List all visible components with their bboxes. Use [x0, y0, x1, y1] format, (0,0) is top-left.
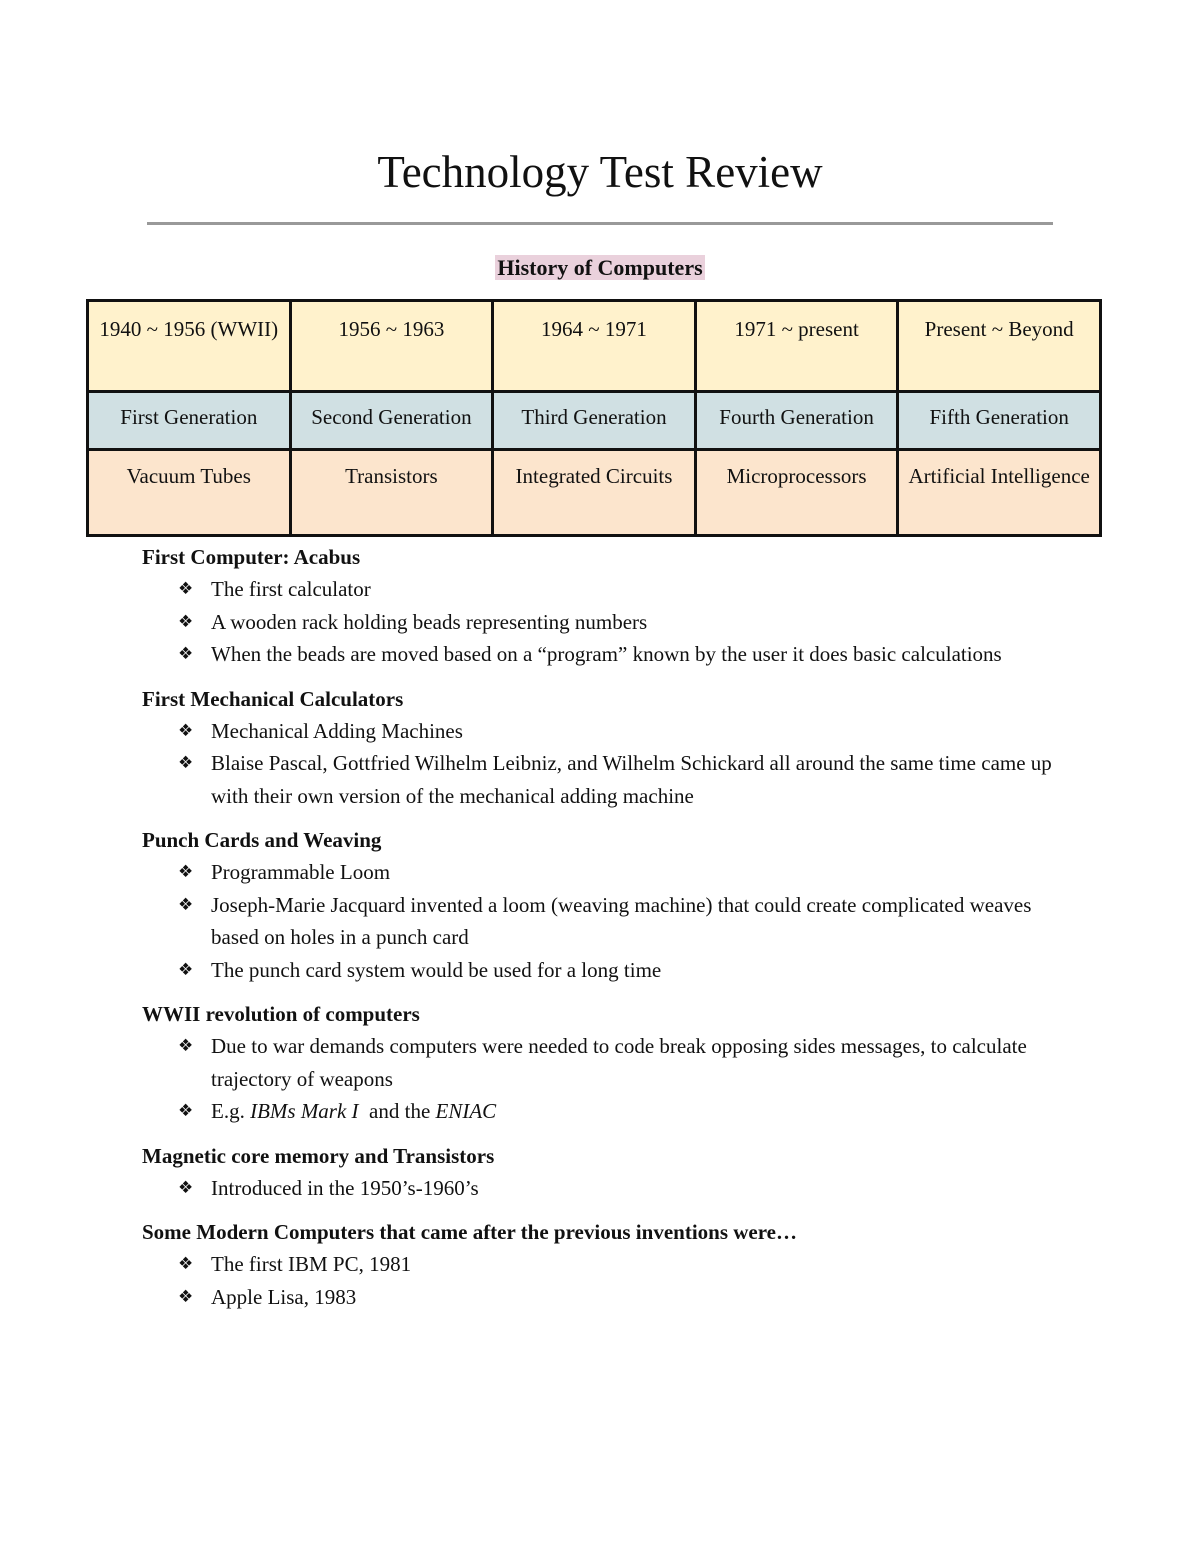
bullet-item — [178, 1281, 1072, 1314]
diamond-bullet-icon: ❖ — [178, 579, 194, 599]
years-cell: 1956 ~ 1963 — [290, 301, 493, 392]
page-title: Technology Test Review — [377, 147, 823, 197]
bullet-item — [178, 747, 1072, 812]
generation-cell: Second Generation — [290, 392, 493, 450]
years-cell: Present ~ Beyond — [898, 301, 1101, 392]
computer-generations-table — [86, 299, 1102, 537]
example-ibm-mark-i: IBMs Mark I — [250, 1099, 359, 1123]
bullet-text: Programmable Loom — [211, 860, 391, 884]
section-magnetic-core — [142, 1140, 1072, 1205]
bullet-text: Joseph-Marie Jacquard invented a loom (weaving machine) that could create complicated weaves based on holes in a punch card — [211, 892, 1032, 949]
diamond-bullet-icon: ❖ — [178, 862, 194, 882]
bullet-item — [178, 1030, 1072, 1095]
diamond-bullet-icon: ❖ — [178, 959, 194, 980]
years-row — [88, 301, 1101, 392]
section-heading: First Computer: Acabus — [142, 545, 361, 569]
bullet-item — [178, 1248, 1072, 1281]
bullet-item — [178, 856, 1072, 889]
example-prefix: E.g. — [211, 1099, 251, 1123]
generation-cell: Fourth Generation — [695, 392, 898, 450]
bullet-text: The punch card system would be used for a long time — [211, 957, 662, 982]
diamond-bullet-icon: ❖ — [178, 1286, 194, 1307]
bullet-list — [142, 573, 1072, 671]
bullet-list — [142, 1030, 1072, 1128]
section-heading: Punch Cards and Weaving — [142, 828, 382, 852]
diamond-bullet-icon: ❖ — [178, 1254, 194, 1274]
bullet-item — [178, 606, 1072, 639]
diamond-bullet-icon: ❖ — [178, 1036, 194, 1056]
technology-cell: Artificial Intelligence — [898, 450, 1101, 536]
bullet-item — [178, 638, 1072, 671]
technologies-row — [88, 450, 1101, 536]
bullet-text: The first IBM PC, 1981 — [211, 1252, 412, 1276]
section-heading: First Mechanical Calculators — [142, 686, 404, 711]
section-wwii — [142, 998, 1072, 1128]
generation-cell: Fifth Generation — [898, 392, 1101, 450]
bullet-item — [178, 573, 1072, 606]
bullet-item — [178, 1095, 1072, 1128]
bullet-list — [142, 1248, 1072, 1313]
years-cell: 1971 ~ present — [695, 301, 898, 392]
bullet-list — [142, 715, 1072, 813]
bullet-item — [178, 889, 1072, 954]
section-modern-computers — [142, 1216, 1072, 1313]
diamond-bullet-icon: ❖ — [178, 644, 194, 664]
diamond-bullet-icon: ❖ — [178, 1177, 194, 1198]
bullet-text: Mechanical Adding Machines — [211, 718, 463, 743]
generation-cell: First Generation — [88, 392, 291, 450]
generations-row — [88, 392, 1101, 450]
bullet-item — [178, 715, 1072, 748]
bullet-text: A wooden rack holding beads representing numbers — [211, 609, 648, 634]
section-mechanical-calculators — [142, 683, 1072, 813]
diamond-bullet-icon: ❖ — [178, 611, 194, 632]
diamond-bullet-icon: ❖ — [178, 720, 194, 741]
bullet-text: When the beads are moved based on a “program” known by the user it does basic calculations — [211, 642, 1002, 666]
technology-cell: Microprocessors — [695, 450, 898, 536]
diamond-bullet-icon: ❖ — [178, 894, 194, 915]
technology-cell: Vacuum Tubes — [88, 450, 291, 536]
bullet-text: The first calculator — [211, 577, 371, 601]
bullet-text: Due to war demands computers were needed to code break opposing sides messages, to calculate trajectory of weapons — [211, 1034, 1027, 1091]
years-cell: 1964 ~ 1971 — [493, 301, 696, 392]
section-heading: Magnetic core memory and Transistors — [142, 1143, 495, 1168]
section-heading: WWII revolution of computers — [142, 1002, 420, 1026]
bullet-item — [178, 1172, 1072, 1205]
notes-content — [142, 541, 1072, 1325]
section-punch-cards — [142, 824, 1072, 986]
bullet-text: Blaise Pascal, Gottfried Wilhelm Leibniz, and Wilhelm Schickard all around the same time came up with their own version of the mechanical adding machine — [211, 751, 1052, 808]
example-middle: and the — [358, 1099, 436, 1123]
years-cell: 1940 ~ 1956 (WWII) — [88, 301, 291, 392]
bullet-text: Apple Lisa, 1983 — [211, 1284, 357, 1309]
table-caption-text: History of Computers — [497, 255, 703, 280]
bullet-list — [142, 1172, 1072, 1205]
bullet-item — [178, 954, 1072, 987]
technology-cell: Transistors — [290, 450, 493, 536]
generation-cell: Third Generation — [493, 392, 696, 450]
title-divider — [147, 222, 1053, 225]
technology-cell: Integrated Circuits — [493, 450, 696, 536]
bullet-list — [142, 856, 1072, 986]
example-eniac: ENIAC — [435, 1099, 497, 1123]
table-caption — [0, 253, 1200, 283]
bullet-text: Introduced in the 1950’s-1960’s — [211, 1175, 479, 1200]
section-first-computer — [142, 541, 1072, 671]
diamond-bullet-icon: ❖ — [178, 1101, 194, 1121]
section-heading: Some Modern Computers that came after the previous inventions were… — [142, 1220, 797, 1244]
diamond-bullet-icon: ❖ — [178, 753, 194, 773]
